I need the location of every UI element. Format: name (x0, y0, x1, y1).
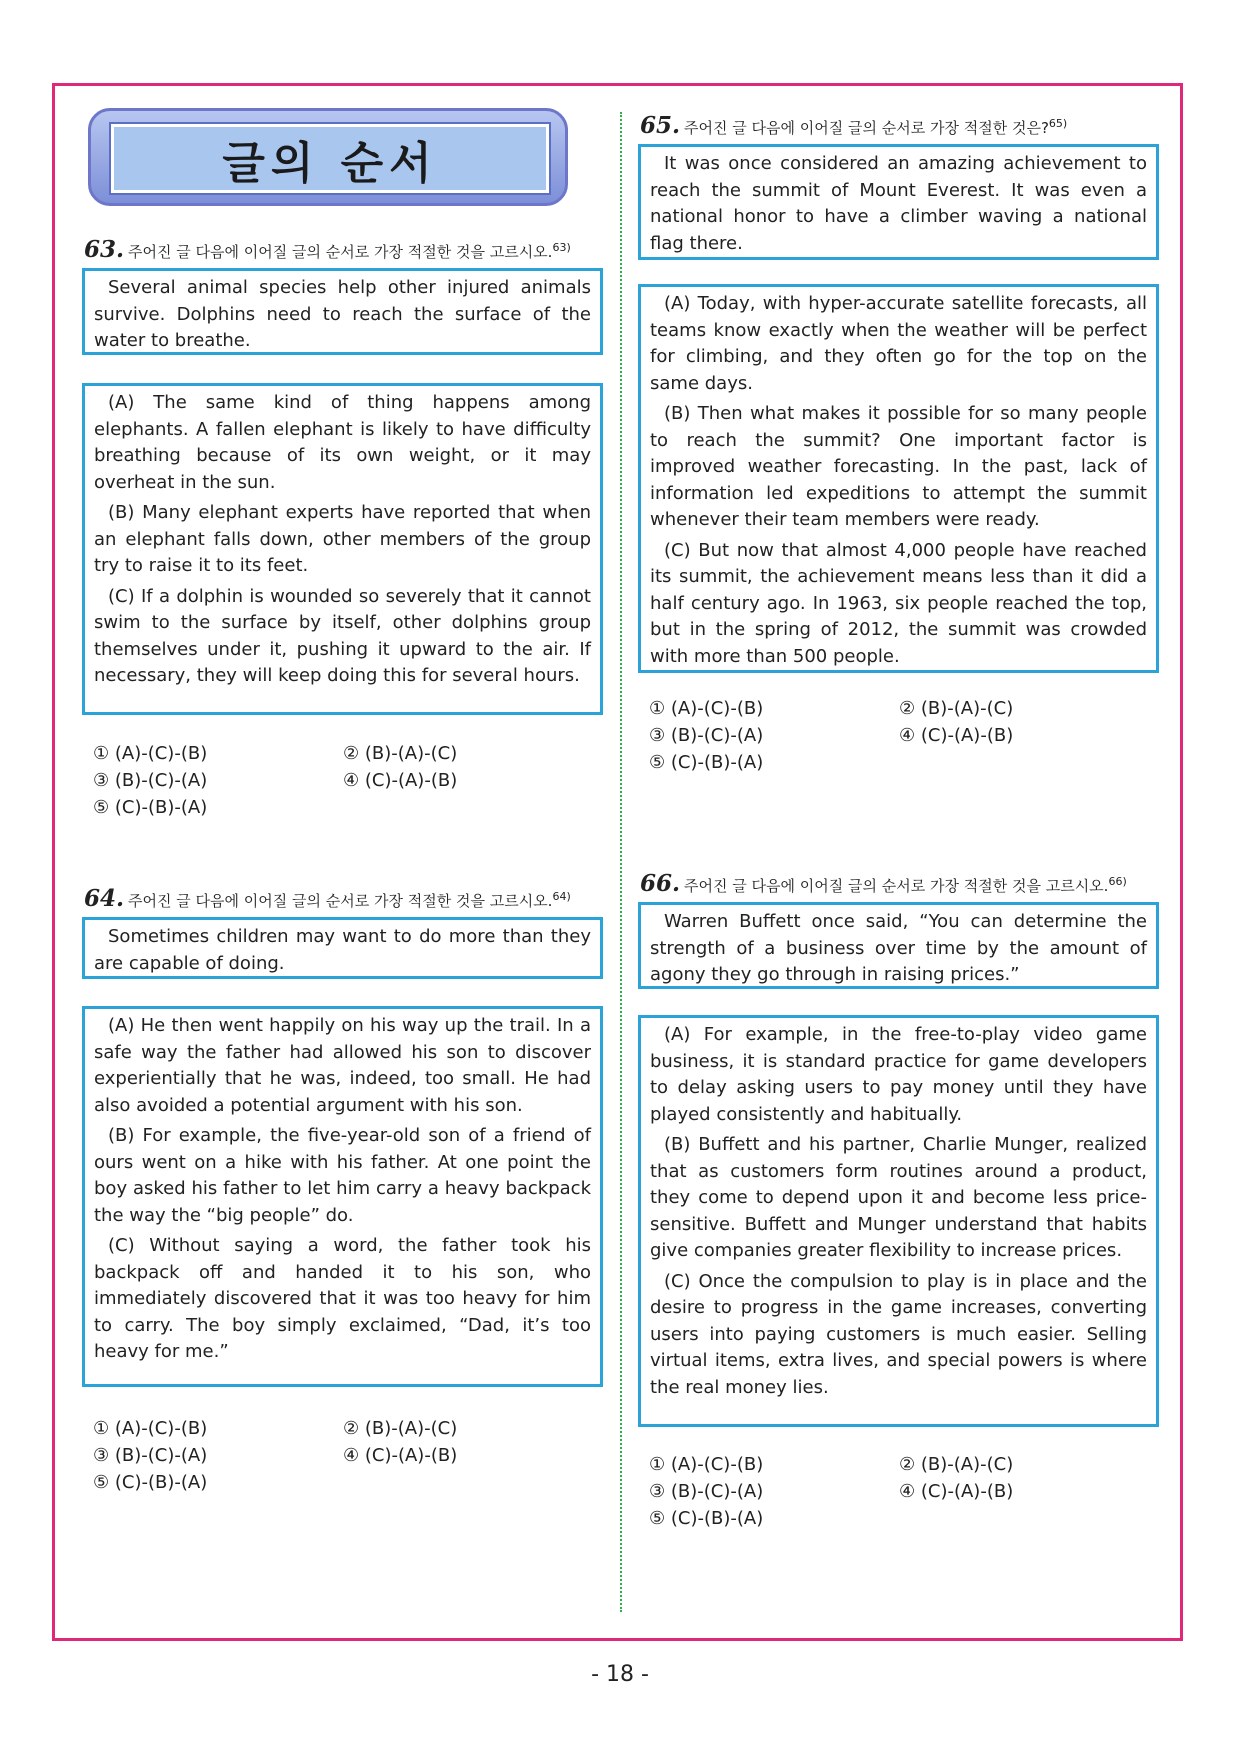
footnote-ref: 63) (552, 241, 571, 254)
choice-2[interactable]: ② (B)-(A)-(C) (899, 1454, 1014, 1475)
question-65-passages-box (638, 284, 1159, 673)
given-text: Sometimes children may want to do more than they are capable of doing. (94, 926, 591, 974)
section-title-banner (88, 108, 568, 206)
choice-1[interactable]: ① (A)-(C)-(B) (649, 1454, 764, 1475)
question-prompt: 주어진 글 다음에 이어질 글의 순서로 가장 적절한 것을 고르시오. (128, 892, 553, 910)
question-64-choices (93, 1415, 593, 1496)
passage-a: (A) Today, with hyper-accurate satellite forecasts, all teams know exactly when the weather will be perfect for climbing, and they often go for the top on the same days. (650, 293, 1147, 394)
passage-a: (A) For example, in the free-to-play video game business, it is standard practice for game developers to delay asking users to pay money until they have played consistently and habitually. (650, 1024, 1147, 1125)
passage-c: (C) If a dolphin is wounded so severely that it cannot swim to the surface by itself, other dolphins group themselves under it, pushing it upward to the air. If necessary, they will keep doing this for several hours. (94, 585, 591, 686)
question-66-header (640, 870, 1127, 897)
question-number: 64. (84, 885, 125, 912)
choice-4[interactable]: ④ (C)-(A)-(B) (343, 1445, 458, 1466)
choice-5[interactable]: ⑤ (C)-(B)-(A) (649, 752, 764, 773)
question-63-passages-box (82, 383, 603, 715)
choice-2[interactable]: ② (B)-(A)-(C) (343, 1418, 458, 1439)
choice-3[interactable]: ③ (B)-(C)-(A) (649, 1481, 764, 1502)
question-64-given-box (82, 917, 603, 979)
question-prompt: 주어진 글 다음에 이어질 글의 순서로 가장 적절한 것은? (684, 119, 1049, 137)
passage-b: (B) Then what makes it possible for so many people to reach the summit? One important factor is improved weather forecasting. In the past, lack of information led expeditions to attempt the summit whenever their team members were ready. (650, 403, 1147, 530)
question-64-passages-box (82, 1006, 603, 1387)
footnote-ref: 66) (1108, 875, 1127, 888)
question-64-header (84, 885, 571, 912)
choice-1[interactable]: ① (A)-(C)-(B) (649, 698, 764, 719)
choice-4[interactable]: ④ (C)-(A)-(B) (899, 725, 1014, 746)
question-number: 63. (84, 236, 125, 263)
question-65-given-box (638, 144, 1159, 260)
choice-3[interactable]: ③ (B)-(C)-(A) (93, 1445, 208, 1466)
given-text: It was once considered an amazing achievement to reach the summit of Mount Everest. It was even a national honor to have a climber waving a national flag there. (650, 153, 1147, 254)
choice-1[interactable]: ① (A)-(C)-(B) (93, 743, 208, 764)
passage-b: (B) For example, the five-year-old son of a friend of ours went on a hike with his father. At one point the boy asked his father to let him carry a heavy backpack the way the “big people” do. (94, 1125, 591, 1226)
choice-5[interactable]: ⑤ (C)-(B)-(A) (649, 1508, 764, 1529)
section-title: 글의 순서 (111, 124, 549, 193)
choice-4[interactable]: ④ (C)-(A)-(B) (343, 770, 458, 791)
question-63-choices (93, 740, 593, 821)
choice-3[interactable]: ③ (B)-(C)-(A) (93, 770, 208, 791)
question-66-passages-box (638, 1015, 1159, 1427)
choice-2[interactable]: ② (B)-(A)-(C) (899, 698, 1014, 719)
given-text: Warren Buffett once said, “You can determine the strength of a business over time by the amount of agony they go through in raising prices.” (650, 911, 1147, 985)
question-prompt: 주어진 글 다음에 이어질 글의 순서로 가장 적절한 것을 고르시오. (128, 243, 553, 261)
passage-a: (A) He then went happily on his way up the trail. In a safe way the father had allowed his son to discover experientially that he was, indeed, too small. He had also avoided a potential argument with his son. (94, 1015, 591, 1116)
footnote-ref: 65) (1048, 117, 1068, 130)
question-65-choices (649, 695, 1149, 776)
question-66-given-box (638, 902, 1159, 989)
question-66-choices (649, 1451, 1149, 1532)
choice-2[interactable]: ② (B)-(A)-(C) (343, 743, 458, 764)
column-divider (620, 112, 622, 1612)
choice-4[interactable]: ④ (C)-(A)-(B) (899, 1481, 1014, 1502)
passage-b: (B) Many elephant experts have reported that when an elephant falls down, other members of the group try to raise it to its feet. (94, 502, 591, 576)
page-number: - 18 - (591, 1662, 649, 1687)
question-63-header (84, 236, 571, 263)
question-number: 65. (640, 112, 681, 139)
question-65-header (640, 112, 1067, 139)
passage-c: (C) Once the compulsion to play is in place and the desire to progress in the game increases, converting users into paying customers is much easier. Selling virtual items, extra lives, and special powers is where the real money lies. (650, 1270, 1147, 1398)
choice-1[interactable]: ① (A)-(C)-(B) (93, 1418, 208, 1439)
passage-b: (B) Buffett and his partner, Charlie Munger, realized that as customers form routines around a product, they come to depend upon it and become less price-sensitive. Buffett and Munger understand that habits give companies greater flexibility to increase prices. (650, 1134, 1147, 1261)
choice-3[interactable]: ③ (B)-(C)-(A) (649, 725, 764, 746)
passage-c: (C) Without saying a word, the father took his backpack off and handed it to his son, who immediately discovered that it was too heavy for him to carry. The boy simply exclaimed, “Dad, it’s too heavy for me.” (94, 1235, 591, 1362)
question-63-given-box (82, 268, 603, 355)
choice-5[interactable]: ⑤ (C)-(B)-(A) (93, 1472, 208, 1493)
choice-5[interactable]: ⑤ (C)-(B)-(A) (93, 797, 208, 818)
passage-c: (C) But now that almost 4,000 people have reached its summit, the achievement means less than it did a half century ago. In 1963, six people reached the top, but in the spring of 2012, the summit was crowded with more than 500 people. (650, 539, 1147, 667)
passage-a: (A) The same kind of thing happens among elephants. A fallen elephant is likely to have difficulty breathing because of its own weight, or it may overheat in the sun. (94, 392, 591, 493)
footnote-ref: 64) (552, 890, 571, 903)
question-number: 66. (640, 870, 681, 897)
question-prompt: 주어진 글 다음에 이어질 글의 순서로 가장 적절한 것을 고르시오. (684, 877, 1109, 895)
given-text: Several animal species help other injured animals survive. Dolphins need to reach the surface of the water to breathe. (94, 277, 591, 351)
